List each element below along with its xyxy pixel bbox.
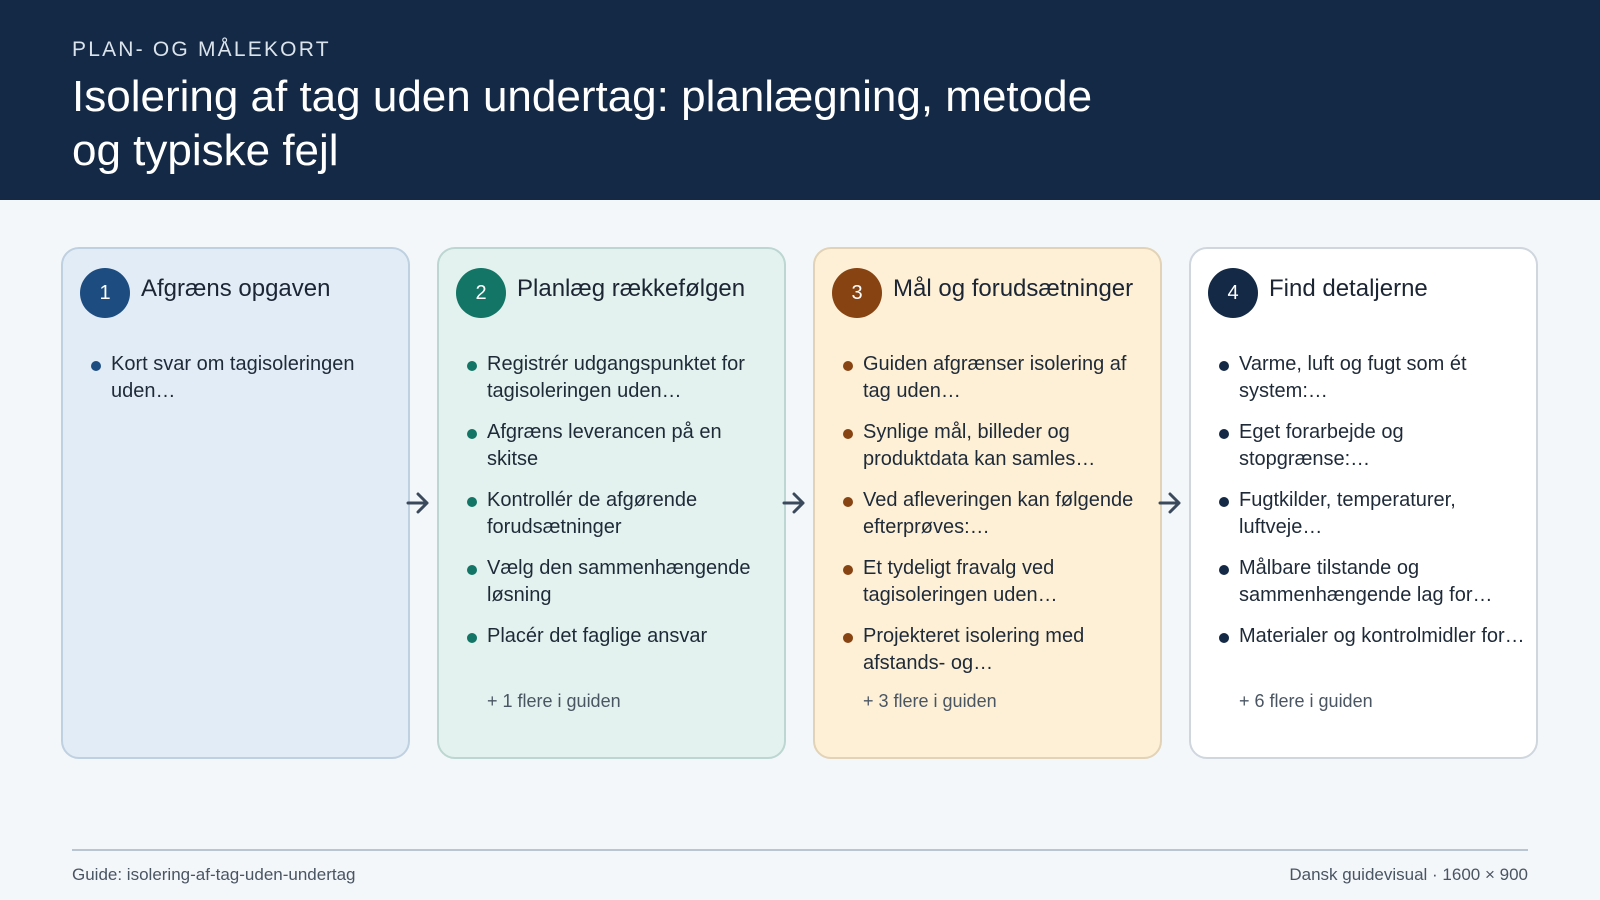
list-item: [463, 623, 773, 650]
list-item-text: Ved afleveringen kan følgende efterprøves:…: [863, 489, 1134, 538]
bullet-dot: [843, 361, 853, 371]
bullet-dot: [467, 633, 477, 643]
list-item-text: Eget forarbejde og stopgrænse:…: [1239, 421, 1404, 470]
step-card-3: [813, 247, 1162, 759]
bullet-dot: [1219, 497, 1229, 507]
bullet-dot: [467, 565, 477, 575]
list-item: [87, 351, 397, 405]
list-item-text: Placér det faglige ansvar: [487, 625, 708, 647]
footer-divider: [72, 849, 1528, 851]
arrow-right-icon: [781, 488, 807, 518]
more-in-guide-link[interactable]: + 1 flere i guiden: [487, 691, 621, 711]
list-item: [1215, 487, 1525, 541]
list-item-text: Vælg den sammenhængende løsning: [487, 557, 751, 606]
list-item: [463, 351, 773, 405]
step-number-badge: 1: [80, 268, 130, 318]
step-number-badge: 3: [832, 268, 882, 318]
list-item-text: Registrér udgangspunktet for tagisoleringen uden…: [487, 353, 745, 402]
bullet-dot: [1219, 565, 1229, 575]
list-item-text: Kort svar om tagisoleringen uden…: [111, 353, 355, 402]
list-item: [463, 487, 773, 541]
arrow-right-icon: [405, 488, 431, 518]
eyebrow-label: PLAN- OG MÅLEKORT: [72, 38, 331, 61]
step-item-list: [839, 351, 1149, 691]
list-item-text: Et tydeligt fravalg ved tagisoleringen uden…: [863, 557, 1058, 606]
step-number-badge: 2: [456, 268, 506, 318]
bullet-dot: [843, 633, 853, 643]
bullet-dot: [467, 429, 477, 439]
page-title: Isolering af tag uden undertag: planlægning, metode og typiske fejl: [72, 72, 1093, 175]
step-item-list: [463, 351, 773, 664]
bullet-dot: [1219, 429, 1229, 439]
step-heading: Find detaljerne: [1269, 275, 1428, 302]
list-item-text: Materialer og kontrolmidler for…: [1239, 625, 1525, 647]
step-heading: Planlæg rækkefølgen: [517, 275, 746, 302]
step-number-badge: 4: [1208, 268, 1258, 318]
bullet-dot: [1219, 361, 1229, 371]
list-item-text: Synlige mål, billeder og produktdata kan samles…: [863, 421, 1096, 470]
list-item: [839, 351, 1149, 405]
step-item-list: [87, 351, 397, 419]
list-item-text: Varme, luft og fugt som ét system:…: [1239, 353, 1467, 402]
list-item: [839, 419, 1149, 473]
list-item: [839, 623, 1149, 677]
more-in-guide-link[interactable]: + 6 flere i guiden: [1239, 691, 1373, 711]
bullet-dot: [1219, 633, 1229, 643]
list-item-text: Kontrollér de afgørende forudsætninger: [487, 489, 698, 538]
list-item-text: Projekteret isolering med afstands- og…: [863, 625, 1085, 674]
footer-guide-slug: Guide: isolering-af-tag-uden-undertag: [72, 865, 356, 884]
list-item: [1215, 419, 1525, 473]
list-item-text: Målbare tilstande og sammenhængende lag for…: [1239, 557, 1493, 606]
step-card-2: [437, 247, 786, 759]
list-item: [1215, 555, 1525, 609]
list-item: [1215, 623, 1525, 650]
step-card-1: [61, 247, 410, 759]
header-banner: [0, 0, 1600, 200]
step-heading: Afgræns opgaven: [141, 275, 331, 302]
list-item-text: Guiden afgrænser isolering af tag uden…: [863, 353, 1127, 402]
bullet-dot: [843, 565, 853, 575]
step-heading: Mål og forudsætninger: [893, 275, 1134, 302]
list-item: [463, 555, 773, 609]
bullet-dot: [467, 361, 477, 371]
arrow-right-icon: [1157, 488, 1183, 518]
list-item: [839, 487, 1149, 541]
list-item: [1215, 351, 1525, 405]
bullet-dot: [843, 429, 853, 439]
list-item-text: Afgræns leverancen på en skitse: [487, 421, 722, 470]
list-item: [463, 419, 773, 473]
bullet-dot: [843, 497, 853, 507]
bullet-dot: [467, 497, 477, 507]
list-item: [839, 555, 1149, 609]
bullet-dot: [91, 361, 101, 371]
step-card-4: [1189, 247, 1538, 759]
more-in-guide-link[interactable]: + 3 flere i guiden: [863, 691, 997, 711]
step-item-list: [1215, 351, 1525, 664]
list-item-text: Fugtkilder, temperaturer, luftveje…: [1239, 489, 1456, 538]
footer-format-label: Dansk guidevisual · 1600 × 900: [1289, 865, 1528, 884]
